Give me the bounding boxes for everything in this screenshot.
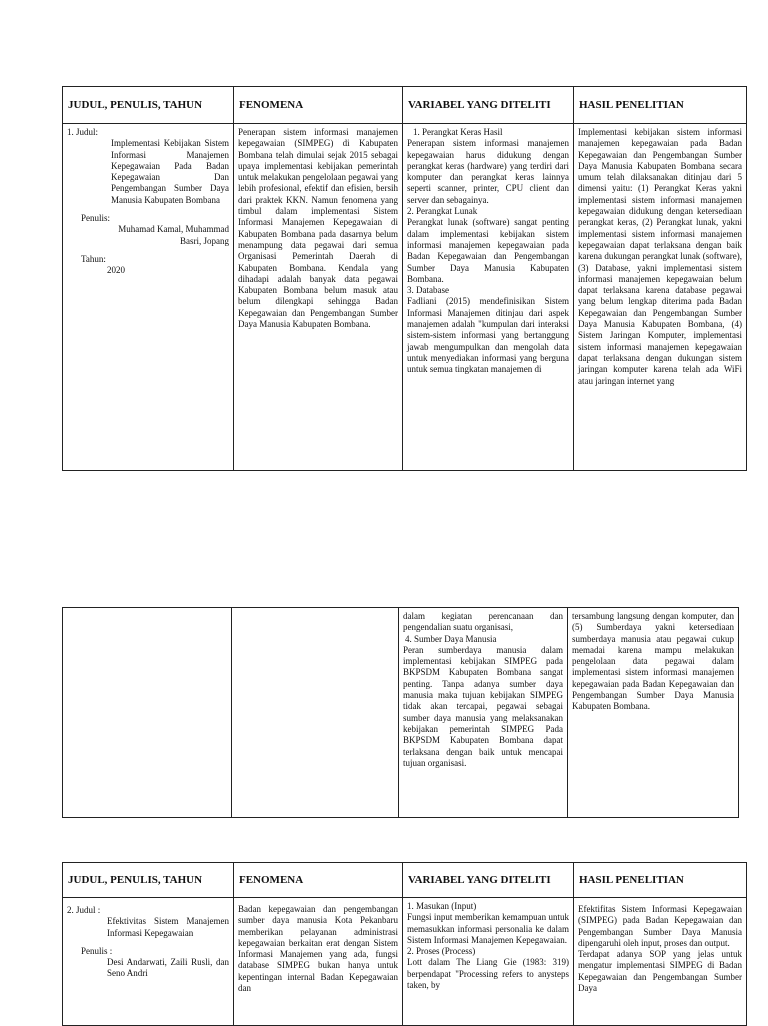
penulis-text: Desi Andarwati, Zaili Rusli, dan Seno Andri — [107, 957, 229, 979]
research-table-1 — [62, 86, 747, 471]
penulis-text: Muhamad Kamal, Muhammad Basri, Jopang — [118, 224, 229, 246]
penulis-label: Penulis: — [81, 213, 111, 224]
judul-cell-1 — [63, 124, 234, 471]
var-title: 2. Perangkat Lunak — [407, 206, 478, 217]
judul-text: Implementasi Kebijakan Sistem Informasi Manajemen Kepegawaian Pada Badan Kepegawaian Dan Pengembangan Sumber Daya Manusia Kabupaten Bombana — [111, 138, 229, 205]
fenomena-cell-1: Penerapan sistem informasi manajemen kepegawaian (SIMPEG) di Kabupaten Bombana telah dimulai sejak 2015 sebagai upaya implementasi kebijakan pemerintah untuk melakukan pengelolaan pegawai yang lebih profesional, efektif dan efisien, bersih dari praktek KKN. Namun fenomena yang timbul dalam implementasi Sistem Informasi Manajemen Kepegawaian di Kabupaten Bombana pada dasarnya belum menampung data pegawai dari semua Organisasi Pemerintah Daerah di Kabupaten Bombana. Kendala yang dihadapi adalah banyak data pegawai Kabupaten Bombana belum masuk atau belum dilengkapi sehingga Badan Kepegawaian dan Pengembangan Sumber Daya Manusia Kabupaten Bombana. — [234, 124, 403, 471]
header-fenomena: FENOMENA — [234, 863, 403, 898]
var-text: Fadliani (2015) mendefinisikan Sistem Informasi Manajemen ditinjau dari aspek manajemen adalah "kumpulan dari interaksi sistem-sistem informasi yang bertanggung jawab mengumpulkan dan mengolah data untuk menyediakan informasi yang berguna untuk semua tingkatan manajemen di — [407, 296, 569, 375]
research-table-2 — [62, 862, 747, 1026]
variabel-cell-2 — [403, 898, 574, 1026]
variabel-cell-cont — [399, 608, 568, 818]
fenomena-cell-cont — [232, 608, 399, 818]
judul-cell-2 — [63, 898, 234, 1026]
var-title: 1. Masukan (Input) — [407, 901, 477, 911]
research-table-1-continued — [62, 607, 739, 818]
header-judul: JUDUL, PENULIS, TAHUN — [63, 863, 234, 898]
tahun-text: 2020 — [107, 265, 125, 276]
variabel-cell-1 — [403, 124, 574, 471]
hasil-text: Efektifitas Sistem Informasi Kepegawaian (SIMPEG) pada Badan Kepegawaian dan Pengembangan Sumber Daya Manusia dipengaruhi oleh input, proses dan output. — [578, 904, 742, 948]
entry-number: 2. — [67, 905, 74, 915]
var-text: Perangkat lunak (software) sangat penting dalam implementasi kebijakan sistem informasi manajemen kepegawaian pada Badan Kepegawaian dan Pengembangan Sumber Daya Manusia Kabupaten Bombana. — [407, 217, 569, 284]
hasil-cell-1: Implementasi kebijakan sistem informasi manajemen kepegawaian pada Badan Kepegawaian dan Pengembangan Sumber Daya Manusia Kabupaten Bombana secara umum telah dilaksanakan ditinjau dari 5 dimensi yaitu: (1) Perangkat Keras yakni implementasi sistem informasi manajemen kepegawaian didukung dengan ketersediaan perangkat keras, (2) Perangkat lunak, yakni implementasi sistem informasi manajemen kepegawaian dapat terlaksana dengan baik karena dukungan perangkat lunak (software), (3) Database, yakni implementasi sistem informasi manajemen kepegawaian belum dapat terlaksana karena database pegawai yang belum lengkap diterima pada Badan Kepegawaian dan Pengembangan Sumber Daya Manusia Kabupaten Bombana, (4) Sistem Jaringan Komputer, implementasi sistem informasi manajemen kepegawaian dapat terlaksana dengan dukungan sistem jaringan komputer karena telah ada WiFi atau jaringan internet yang — [574, 124, 747, 471]
penulis-label: Penulis : — [81, 945, 113, 956]
var-title: 2. Proses (Process) — [407, 946, 476, 957]
var-title: 1. Perangkat Keras Hasil — [413, 127, 503, 137]
hasil-text: Terdapat adanya SOP yang jelas untuk mengatur implementasi SIMPEG di Badan Kepegawaian dan Pengembangan Sumber Daya — [578, 949, 742, 994]
var-text: dalam kegiatan perencanaan dan pengendalian suatu organisasi, — [403, 611, 563, 633]
header-variabel: VARIABEL YANG DITELITI — [403, 87, 574, 124]
hasil-cell-2 — [574, 898, 747, 1026]
var-text: Peran sumberdaya manusia dalam implementasi kebijakan SIMPEG pada BKPSDM Kabupaten Bombana sangat penting. Tanpa adanya sumber daya manusia maka tujuan kebijakan SIMPEG tidak akan tercapai, pegawai sebagai sumber daya manusia yang melaksanakan kebijakan pemerintah SIMPEG Pada BKPSDM Kabupaten Bombana dapat terlaksana dengan baik untuk mencapai tujuan organisasi. — [403, 644, 563, 768]
header-variabel: VARIABEL YANG DITELITI — [403, 863, 574, 898]
judul-label: Judul : — [76, 905, 101, 915]
var-title: 3. Database — [407, 285, 449, 296]
fenomena-cell-2: Badan kepegawaian dan pengembangan sumber daya manusia Kota Pekanbaru memberikan pelayanan administrasi kepegawaian berkaitan erat dengan Sistem Informasi Manajemen yang ada, fungsi database SIMPEG bukan hanya untuk kepentingan internal Badan Kepegawaian dan — [234, 898, 403, 1026]
header-judul: JUDUL, PENULIS, TAHUN — [63, 87, 234, 124]
var-text: Penerapan sistem informasi manajemen kepegawaian harus didukung dengan perangkat keras (hardware) yang terdiri dari komputer dan perangkat keras lainnya seperti scanner, printer, CPU client dan server dan sebagainya. — [407, 138, 569, 205]
header-hasil: HASIL PENELITIAN — [574, 87, 747, 124]
hasil-cell-cont: tersambung langsung dengan komputer, dan (5) Sumberdaya yakni ketersediaan sumberdaya manusia atau pegawai cukup memadai karena mampu melakukan pengelolaan data pegawai dalam implementasi sistem informasi manajemen kepegawaian pada Badan Kepegawaian dan Pengembangan Sumber Daya Manusia Kabupaten Bombana. — [568, 608, 739, 818]
header-fenomena: FENOMENA — [234, 87, 403, 124]
var-text: Lott dalam The Liang Gie (1983: 319) berpendapat "Processing refers to anysteps taken, by — [407, 957, 569, 991]
tahun-label: Tahun: — [81, 253, 106, 264]
judul-label: Judul: — [76, 127, 99, 137]
var-text: Fungsi input memberikan kemampuan untuk memasukkan informasi personalia ke dalam Sistem Informasi Manajemen Kepegawaian. — [407, 912, 569, 945]
var-title: 4. Sumber Daya Manusia — [405, 633, 497, 644]
entry-number: 1. — [67, 127, 74, 137]
header-hasil: HASIL PENELITIAN — [574, 863, 747, 898]
judul-cell-cont — [63, 608, 232, 818]
judul-text: Efektivitas Sistem Manajemen Informasi Kepegawaian — [107, 916, 229, 938]
